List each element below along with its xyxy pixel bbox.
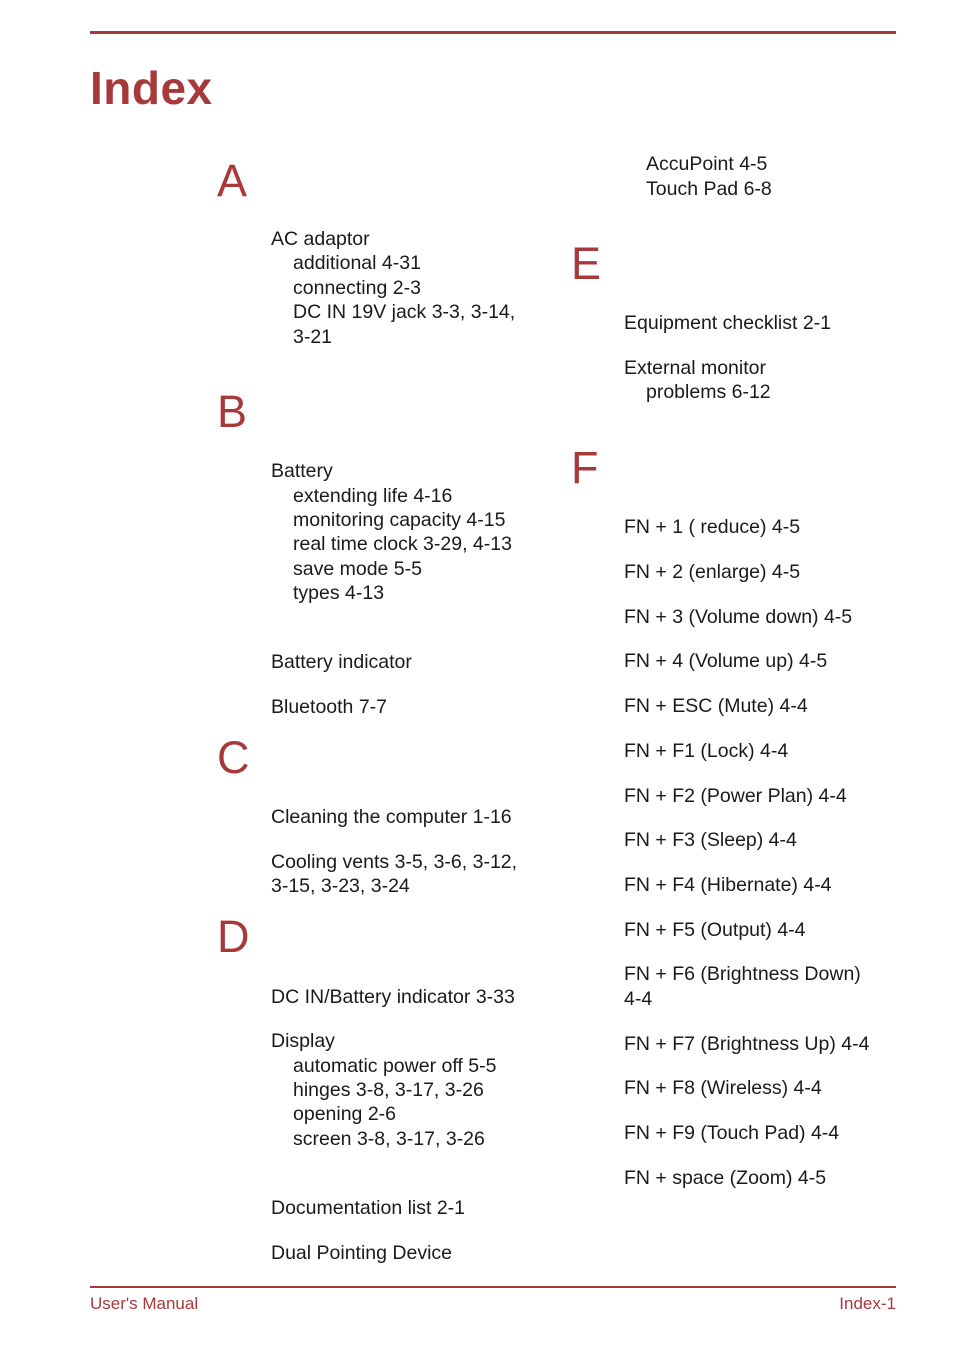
index-subentry: AccuPoint 4-5	[646, 153, 768, 175]
index-subentry: DC IN 19V jack 3-3, 3-14,	[293, 301, 516, 323]
index-entry: Display	[271, 1030, 335, 1052]
index-entry: Battery indicator	[271, 651, 412, 673]
index-entry: FN + F2 (Power Plan) 4-4	[624, 785, 847, 807]
index-subentry: additional 4-31	[293, 252, 421, 274]
index-entry: Battery	[271, 460, 333, 482]
page-title: Index	[90, 62, 213, 114]
index-subentry: screen 3-8, 3-17, 3-26	[293, 1128, 485, 1150]
section-letter-b: B	[217, 386, 248, 437]
index-subentry: real time clock 3-29, 4-13	[293, 533, 512, 555]
index-subentry: extending life 4-16	[293, 485, 453, 507]
index-entry: FN + F3 (Sleep) 4-4	[624, 829, 797, 851]
index-subentry: hinges 3-8, 3-17, 3-26	[293, 1079, 484, 1101]
index-subentry: types 4-13	[293, 582, 385, 604]
index-entry: FN + 4 (Volume up) 4-5	[624, 650, 828, 672]
index-entry: Equipment checklist 2-1	[624, 312, 832, 334]
index-subentry: problems 6-12	[646, 381, 771, 403]
index-subentry: save mode 5-5	[293, 558, 422, 580]
index-entry: FN + F9 (Touch Pad) 4-4	[624, 1122, 840, 1144]
index-entry-continued: 3-15, 3-23, 3-24	[271, 875, 410, 897]
footer-page-number: Index-1	[839, 1294, 896, 1313]
index-entry: AC adaptor	[271, 228, 370, 250]
index-entry: FN + 2 (enlarge) 4-5	[624, 561, 801, 583]
section-letter-d: D	[217, 911, 250, 962]
index-subentry: 3-21	[293, 326, 333, 348]
index-entry: Dual Pointing Device	[271, 1242, 453, 1264]
index-entry: Cooling vents 3-5, 3-6, 3-12,	[271, 851, 518, 873]
index-entry: FN + F6 (Brightness Down)	[624, 963, 861, 985]
index-subentry: connecting 2-3	[293, 277, 421, 299]
index-entry: FN + F8 (Wireless) 4-4	[624, 1077, 822, 1099]
index-entry: FN + F7 (Brightness Up) 4-4	[624, 1033, 870, 1055]
index-entry: DC IN/Battery indicator 3-33	[271, 986, 515, 1008]
index-subentry: automatic power off 5-5	[293, 1055, 497, 1077]
header-rule	[90, 31, 896, 34]
section-letter-c: C	[217, 732, 250, 783]
index-entry: FN + F5 (Output) 4-4	[624, 919, 806, 941]
index-entry: Documentation list 2-1	[271, 1197, 466, 1219]
index-entry: FN + F1 (Lock) 4-4	[624, 740, 789, 762]
section-letter-a: A	[217, 155, 248, 206]
section-letter-e: E	[571, 238, 602, 289]
index-entry: FN + space (Zoom) 4-5	[624, 1167, 827, 1189]
section-letter-f: F	[571, 442, 599, 493]
index-entry: External monitor	[624, 357, 766, 379]
index-entry: FN + F4 (Hibernate) 4-4	[624, 874, 832, 896]
index-entry: Bluetooth 7-7	[271, 696, 388, 718]
index-entry: FN + 3 (Volume down) 4-5	[624, 606, 853, 628]
index-subentry: opening 2-6	[293, 1103, 397, 1125]
footer-manual-title: User's Manual	[90, 1294, 199, 1313]
index-subentry: Touch Pad 6-8	[646, 178, 772, 200]
index-entry: FN + 1 ( reduce) 4-5	[624, 516, 801, 538]
footer-rule	[90, 1286, 896, 1288]
index-entry: Cleaning the computer 1-16	[271, 806, 512, 828]
index-subentry: monitoring capacity 4-15	[293, 509, 506, 531]
index-entry: FN + ESC (Mute) 4-4	[624, 695, 808, 717]
index-entry-continued: 4-4	[624, 988, 653, 1010]
